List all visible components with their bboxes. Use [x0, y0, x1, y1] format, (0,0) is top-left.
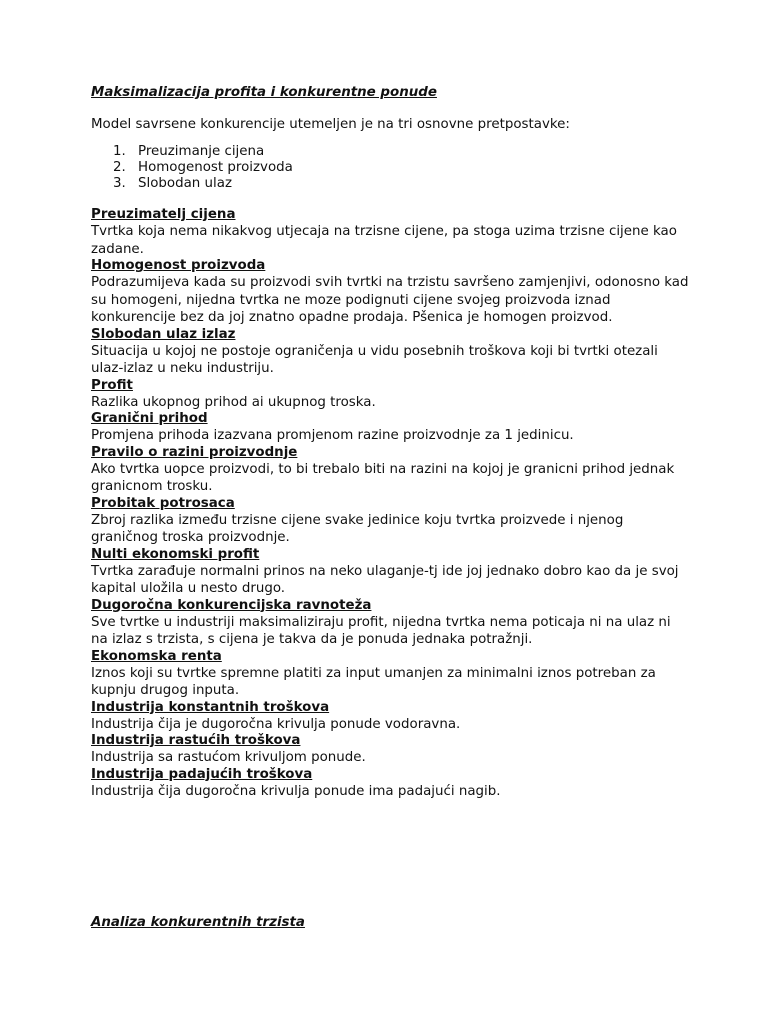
- term-heading: Slobodan ulaz izlaz: [91, 326, 236, 342]
- term-definition: Tvrtka zarađuje normalni prinos na neko ulaganje-tj ide joj jednako dobro kao da je svoj kapital uložila u nesto drugo.: [91, 563, 679, 596]
- term-heading: Homogenost proizvoda: [91, 258, 266, 273]
- term-entry: [91, 327, 691, 378]
- term-entry: [91, 445, 691, 496]
- term-definition: Situacija u kojoj ne postoje ograničenja u vidu posebnih troškova koji bi tvrtki otezali ulaz-izlaz u neku industriju.: [91, 343, 658, 376]
- list-number: 3.: [113, 176, 126, 191]
- term-heading: Dugoročna konkurencijska ravnoteža: [91, 597, 372, 613]
- term-entry: [91, 258, 691, 327]
- document-page: [91, 84, 691, 800]
- list-item: [113, 160, 691, 176]
- list-number: 1.: [113, 144, 126, 159]
- section-title: Analiza konkurentnih trzista: [91, 915, 305, 930]
- term-definition: Tvrtka koja nema nikakvog utjecaja na trzisne cijene, pa stoga uzima trzisne cijene kao zadane.: [91, 224, 677, 257]
- list-item: [113, 176, 691, 192]
- document-title: Maksimalizacija profita i konkurentne ponude: [91, 85, 437, 100]
- term-heading: Industrija konstantnih troškova: [91, 699, 330, 715]
- term-entry: [91, 700, 691, 734]
- term-heading: Preuzimatelj cijena: [91, 207, 236, 222]
- term-entry: [91, 649, 691, 700]
- term-heading: Probitak potrosaca: [91, 495, 235, 511]
- term-definition: Ako tvrtka uopce proizvodi, to bi trebalo biti na razini na kojoj je granicni prihod jednak granicnom trosku.: [91, 461, 675, 494]
- term-entry: [91, 496, 691, 547]
- term-entry: [91, 411, 691, 445]
- list-number: 2.: [113, 160, 126, 175]
- list-text: Slobodan ulaz: [138, 176, 232, 191]
- term-definition: Podrazumijeva kada su proizvodi svih tvrtki na trzistu savršeno zamjenjivi, odonosno kad su homogeni, nijedna tvrtka ne moze podignuti cijene svojeg proizvoda iznad konkurencije bez da joj znatno opadne prodaja. Pšenica je homogen proizvod.: [91, 275, 689, 325]
- term-entry: [91, 378, 691, 412]
- term-definition: Promjena prihoda izazvana promjenom razine proizvodnje za 1 jedinicu.: [91, 428, 574, 443]
- terms-section: [91, 207, 691, 800]
- term-heading: Granični prihod: [91, 411, 208, 426]
- term-definition: Iznos koji su tvrtke spremne platiti za input umanjen za minimalni iznos potreban za kupnju drugog inputa.: [91, 665, 656, 698]
- list-text: Homogenost proizvoda: [138, 160, 293, 175]
- term-definition: Industrija čija je dugoročna krivulja ponude vodoravna.: [91, 716, 461, 732]
- term-heading: Industrija rastućih troškova: [91, 733, 301, 748]
- term-definition: Sve tvrtke u industriji maksimaliziraju profit, nijedna tvrtka nema poticaja ni na ulaz ni na izlaz s trzista, s cijena je takva da je ponuda jednaka potražnji.: [91, 614, 671, 647]
- term-heading: Pravilo o razini proizvodnje: [91, 444, 298, 460]
- assumptions-list: [91, 144, 691, 192]
- term-definition: Industrija čija dugoročna krivulja ponude ima padajući nagib.: [91, 783, 501, 799]
- term-entry: [91, 767, 691, 801]
- term-heading: Profit: [91, 377, 133, 393]
- term-heading: Ekonomska renta: [91, 648, 222, 664]
- term-entry: [91, 207, 691, 258]
- term-entry: [91, 733, 691, 767]
- intro-paragraph: Model savrsene konkurencije utemeljen je na tri osnovne pretpostavke:: [91, 117, 570, 132]
- term-heading: Nulti ekonomski profit: [91, 546, 260, 562]
- term-entry: [91, 547, 691, 598]
- term-definition: Zbroj razlika između trzisne cijene svake jedinice koju tvrtka proizvede i njenog graničnog troska proizvodnje.: [91, 512, 624, 545]
- list-item: [113, 144, 691, 160]
- term-definition: Industrija sa rastućom krivuljom ponude.: [91, 750, 366, 765]
- term-heading: Industrija padajućih troškova: [91, 766, 313, 782]
- term-definition: Razlika ukopnog prihod ai ukupnog troska.: [91, 394, 376, 410]
- list-text: Preuzimanje cijena: [138, 144, 265, 159]
- term-entry: [91, 598, 691, 649]
